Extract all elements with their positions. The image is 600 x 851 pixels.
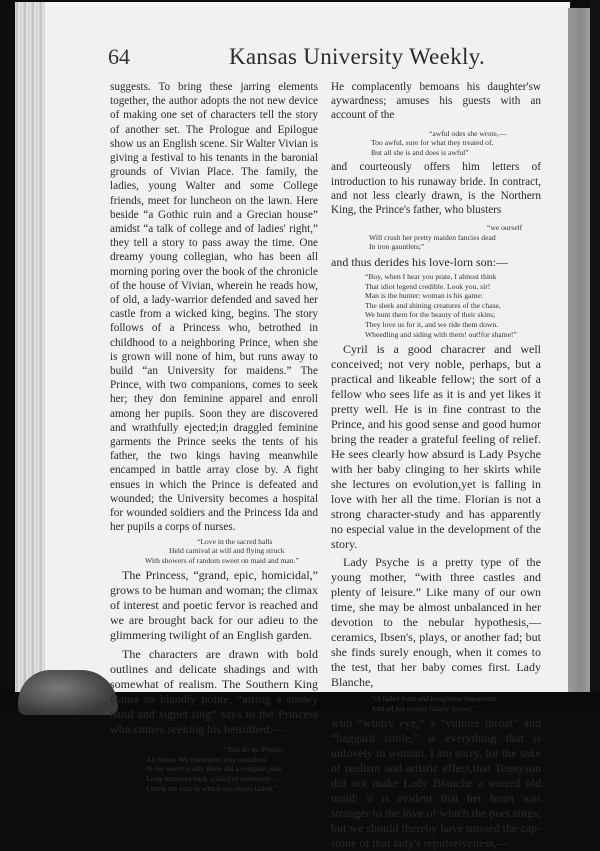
verse-quote bbox=[331, 223, 541, 252]
background-right bbox=[590, 0, 600, 711]
verse-line: In our sweet youth: there did a compact pass bbox=[146, 764, 282, 774]
page-number: 64 bbox=[108, 44, 130, 69]
verse-line: “awful odes she wrote,— bbox=[429, 128, 507, 138]
verse-line: Man is the hunter: woman is his game: bbox=[365, 291, 483, 301]
verse-line: “Boy, when I hear you prate, I almost think bbox=[365, 271, 497, 281]
verse-line: They love us for it, and we ride them down. bbox=[365, 319, 499, 329]
verse-line: Long summers back ,a kind of ceremony— bbox=[146, 774, 278, 784]
verse-line: “You do us, Prince, bbox=[224, 745, 283, 755]
verse-line: And all her tresses falsely brown” bbox=[371, 703, 475, 713]
paragraph: and thus derides his love-lorn son:— bbox=[331, 254, 508, 269]
book-binding-edge bbox=[15, 2, 45, 692]
verse-line: The sleek and shining creatures of the chase, bbox=[365, 300, 501, 310]
verse-line: That idiot legend credible. Look you, sir! bbox=[365, 281, 491, 291]
paragraph: He complacently bemoans his daughter'sw aywardness; amuses his guests with an account of the bbox=[331, 81, 541, 122]
verse-quote bbox=[331, 129, 541, 158]
paragraph: suggests. To bring these jarring elements together, the author adopts the not new device of making one set of characters tell the story of another set. The Prologue and Epilogue show us an English scene. Sir Walter Vivian is giving a festival to his tenants in the baronial grounds of Vivian Place. The family, the ladies, young Walter and some College friends, meet for luncheon on the lawn. Here beside “a Gothic ruin and a Grecian house” amidst “a talk of college and of ladies' right,” they tell a story to pass away the time. One dreamy young collegian, who has been all morning poring over the book of the chronicle of the house of Vivian, wherein he reads how, of old, a lady-warrior defended and saved her castle from a wicked king, begins. The story follows of a Princess who, betrothed in childhood to a neighboring Prince, when she is grown will none of him, but runs away to build “an University for maidens.” The Prince, with two companions, comes to seek her; they don feminine apparel and enroll among her pupils. Soon they are discovered and wrathfully ejected;in draggled feminine garments the Prince seeks the tents of his father, the two kings having meanwhile encamped in battle array close by. A fight ensues in which the Prince is defeated and wounded; the University becomes a hospital for wounded soldiers and the Princess Ida and her pupils a corps of nurses. bbox=[110, 81, 318, 534]
verse-quote bbox=[110, 537, 318, 566]
verse-line: Too awful, sure for what they treated of, bbox=[371, 138, 494, 148]
verse-line: With showers of random sweet on maid and man.” bbox=[145, 555, 299, 565]
verse-line: “we ourself bbox=[487, 223, 523, 233]
verse-line: Wheedling and siding with them! out!for shame!” bbox=[365, 329, 517, 339]
verse-line: But all she is and does is awful” bbox=[371, 147, 469, 157]
paragraph: Lady Psyche is a pretty type of the young mother, “with three castles and plenty of leisure.” Like many of our own time, she may be almost unbalanced in her devotion to the nebular hypothesis,—ceramics, Ibsen's, plays, or another fad; but she finds surely enough, when it comes to the test, that her baby comes first. Lady Blanche, bbox=[331, 555, 541, 690]
verse-line: I think the year in which our olives failed.” bbox=[146, 783, 277, 793]
paragraph: The Princess, “grand, epic, homicidal,” grows to be human and woman; the climax of interest and poetic fervor is reached and we are brought back for our adieu to the glimmering twilight of an English garden. bbox=[110, 568, 318, 643]
page-stack-edge bbox=[568, 8, 590, 694]
paragraph: The characters are drawn with bold outlines and delicate shadings and with somewhat of realism. The Southern King Gama so blandly polite, “airing a snowy hand and signet ring” says to the Princess who comes seeking his betrothed:— bbox=[110, 647, 318, 737]
paragraph: with “wintry eye,” a “vulture throat” and “haggard smile,” is everything that is unlovely in woman. I am sorry, for the sake of realism and artistic effect,that Tennyson did not make Lady Blanche a soured old maid; it is evident that her heart was stranger to the love of which the poet sings; but we should thereby have missed the cap-stone of that lady's repulseiveness,— bbox=[331, 716, 541, 851]
right-column bbox=[331, 80, 541, 851]
verse-line: We hunt them for the beauty of their skins; bbox=[365, 310, 496, 320]
verse-line: All honor. We remember love ourselves bbox=[146, 754, 267, 764]
verse-line: Will crush her pretty maiden fancies dead bbox=[369, 232, 496, 242]
page-header bbox=[108, 44, 558, 74]
paragraph: and courteously offers him letters of introduction to his runaway bride. In contract, and not less clearly drawn, is the Northern King, the Prince's father, who blusters bbox=[331, 161, 541, 216]
verse-quote bbox=[331, 694, 541, 713]
verse-line: “Love in the sacred halls bbox=[197, 536, 273, 546]
journal-title: Kansas University Weekly. bbox=[229, 44, 486, 69]
verse-quote bbox=[331, 272, 541, 339]
thumb-holding-page bbox=[18, 670, 118, 715]
left-column bbox=[110, 80, 318, 796]
verse-line: “of faded form and haughtiest lineaments bbox=[371, 694, 497, 704]
verse-line: Held carnival at will and flying struck bbox=[169, 546, 285, 556]
paragraph: Cyril is a good characrer and well conceived; not very noble, perhaps, but a practical and likeable fellow; the sort of a fellow who sees life as it is and yet likes it pretty well. He is in fine contrast to the Prince, and his good sense and good humor bring the reader a grateful feeling of relief. He sees clearly how absurd is Lady Psyche with her baby clinging to her skirts while she lectures on evolution,yet is falling in love with her all the time. Florian is not a strong character-study and has apparently no especial value in the development of the story. bbox=[331, 342, 541, 552]
verse-line: In iron gauntlets;” bbox=[369, 242, 425, 252]
verse-quote bbox=[110, 745, 318, 793]
